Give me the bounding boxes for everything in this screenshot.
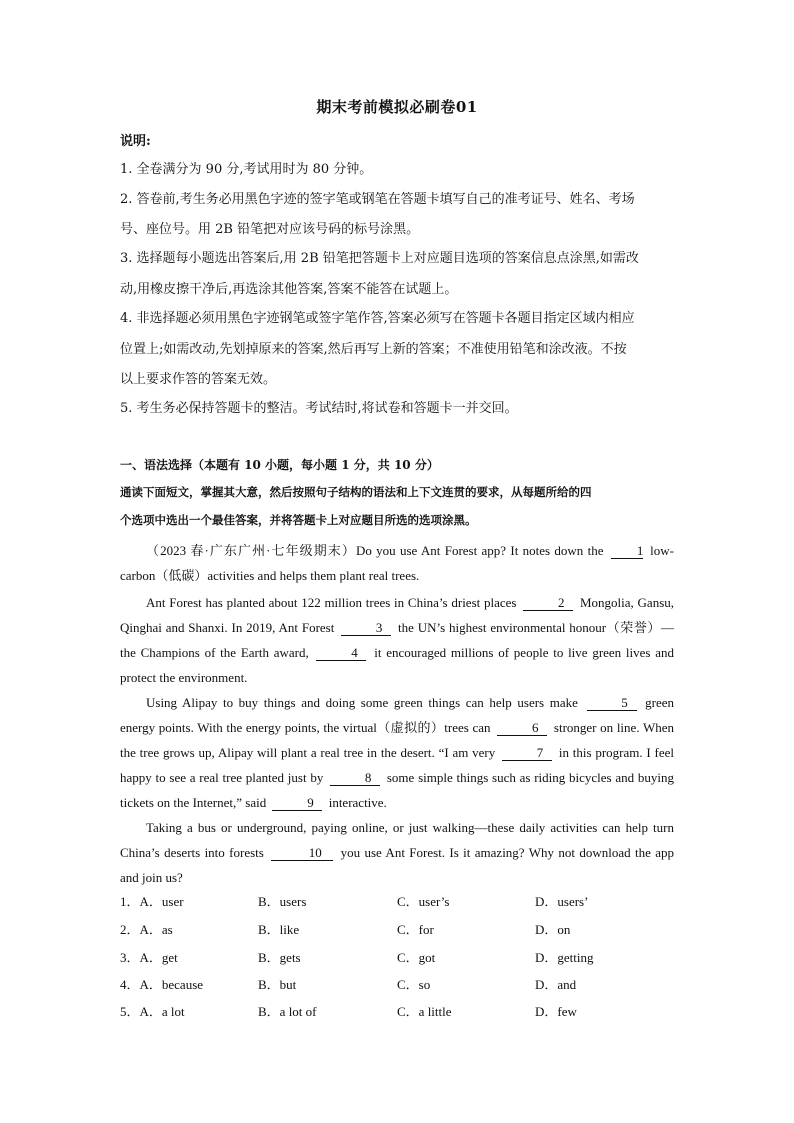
- q2-option-c[interactable]: C．for: [397, 922, 434, 937]
- q5-option-a[interactable]: 5．A．a lot: [120, 1004, 185, 1019]
- note-5: 5. 考生务必保持答题卡的整洁。考试结时,将试卷和答题卡一并交回。: [120, 401, 518, 416]
- q5-option-d[interactable]: D．few: [535, 1004, 577, 1019]
- p3-text-c: green energy points. With the energy points, the virtual（虚拟的）trees can: [120, 695, 675, 735]
- p2-text-a: Ant Forest has planted about 122 million trees in China’s driest places: [146, 595, 517, 610]
- q5-option-b[interactable]: B．a lot of: [258, 1004, 317, 1019]
- note-3: 3. 选择题每小题选出答案后,用 2B 铅笔把答题卡上对应题目选项的答案信息点涂黑,如需改: [120, 251, 639, 266]
- blank-6: 6: [497, 721, 547, 736]
- question-5-options: [120, 1001, 680, 1021]
- p3-text-d: stronger on line. When the tree grows up, Alipay will plant a real tree in the desert. “I am very: [120, 720, 675, 760]
- question-1-options: [120, 891, 680, 911]
- q1-option-b[interactable]: B．users: [258, 894, 307, 909]
- blank-8: 8: [330, 771, 380, 786]
- note-2: 2. 答卷前,考生务必用黑色字迹的签字笔或钢笔在答题卡填写自己的准考证号、姓名、考场: [120, 192, 635, 207]
- notes-heading: 说明:: [120, 134, 151, 149]
- q1-option-c[interactable]: C．user’s: [397, 894, 450, 909]
- q2-option-b[interactable]: B．like: [258, 922, 300, 937]
- q3-option-a[interactable]: 3．A．get: [120, 950, 178, 965]
- passage-paragraph-4: [120, 815, 674, 890]
- blank-7: 7: [502, 746, 552, 761]
- blank-5: 5: [587, 696, 637, 711]
- blank-9: 9: [272, 796, 322, 811]
- p1-text-c: low-carbon（低碳）activities and helps them plant real trees.: [120, 543, 675, 583]
- q1-option-a[interactable]: 1．A．user: [120, 894, 184, 909]
- q3-option-d[interactable]: D．getting: [535, 950, 594, 965]
- note-2-cont: 号、座位号。用 2B 铅笔把对应该号码的标号涂黑。: [120, 222, 420, 237]
- p4-text-a: Taking a bus or underground, paying online, or just walking—these daily activities can help turn China’s deserts into forests: [120, 820, 674, 860]
- note-3-cont: 动,用橡皮擦干净后,再选涂其他答案,答案不能答在试题上。: [120, 282, 458, 297]
- p2-text-c: Mongolia, Gansu, Qinghai and Shanxi. In 2019, Ant Forest: [120, 595, 675, 635]
- section-desc-line1: 通读下面短文，掌握其大意，然后按照句子结构的语法和上下文连贯的要求，从每题所给的四: [120, 485, 592, 499]
- passage-paragraph-1: [120, 538, 674, 588]
- passage-paragraph-2: [120, 590, 674, 690]
- blank-3: 3: [341, 621, 391, 636]
- p3-text-a: Using Alipay to buy things and doing some green things can help users make: [146, 695, 578, 710]
- p3-text-f: some simple things such as riding bicycles and buying tickets on the Internet,” said: [120, 770, 675, 810]
- blank-1: 1: [611, 544, 643, 559]
- p2-text-d: the UN’s highest environmental honour（荣誉）—the Champions of the Earth award,: [120, 620, 674, 660]
- q4-option-d[interactable]: D．and: [535, 977, 577, 992]
- p3-text-e: in this program. I feel happy to see a real tree planted just by: [120, 745, 675, 785]
- q4-option-a[interactable]: 4．A．because: [120, 977, 204, 992]
- q4-option-c[interactable]: C．so: [397, 977, 431, 992]
- passage-paragraph-3: [120, 690, 674, 815]
- q1-option-d[interactable]: D．users’: [535, 894, 589, 909]
- question-4-options: [120, 974, 680, 994]
- p4-text-c: you use Ant Forest. Is it amazing? Why not download the app and join us?: [120, 845, 674, 885]
- q5-option-c[interactable]: C．a little: [397, 1004, 452, 1019]
- note-4-cont: 位置上;如需改动,先划掉原来的答案,然后再写上新的答案；不准使用铅笔和涂改液。不按: [120, 342, 627, 357]
- blank-4: 4: [316, 646, 366, 661]
- blank-10: 10: [271, 846, 333, 861]
- q3-option-b[interactable]: B．gets: [258, 950, 301, 965]
- question-2-options: [120, 919, 680, 939]
- q2-option-d[interactable]: D．on: [535, 922, 571, 937]
- blank-2: 2: [523, 596, 573, 611]
- note-4: 4. 非选择题必须用黑色字迹钢笔或签字笔作答,答案必须写在答题卡各题目指定区域内相应: [120, 311, 635, 326]
- section-desc-line2: 个选项中选出一个最佳答案，并将答题卡上对应题目所选的选项涂黑。: [120, 513, 477, 527]
- page-title: 期末考前模拟必刷卷01: [316, 98, 478, 116]
- p3-text-g: interactive.: [328, 795, 387, 810]
- p1-text-a: （2023 春·广东广州·七年级期末）Do you use Ant Forest app? It notes down the: [146, 543, 604, 558]
- p2-text-e: it encouraged millions of people to live green lives and protect the environment.: [120, 645, 675, 685]
- q4-option-b[interactable]: B．but: [258, 977, 297, 992]
- section-title: 一、语法选择（本题有 10 小题，每小题 1 分，共 10 分）: [120, 458, 439, 472]
- question-3-options: [120, 947, 680, 967]
- q2-option-a[interactable]: 2．A．as: [120, 922, 173, 937]
- q3-option-c[interactable]: C．got: [397, 950, 436, 965]
- note-1: 1. 全卷满分为 90 分,考试用时为 80 分钟。: [120, 162, 373, 177]
- note-4-cont2: 以上要求作答的答案无效。: [120, 372, 277, 387]
